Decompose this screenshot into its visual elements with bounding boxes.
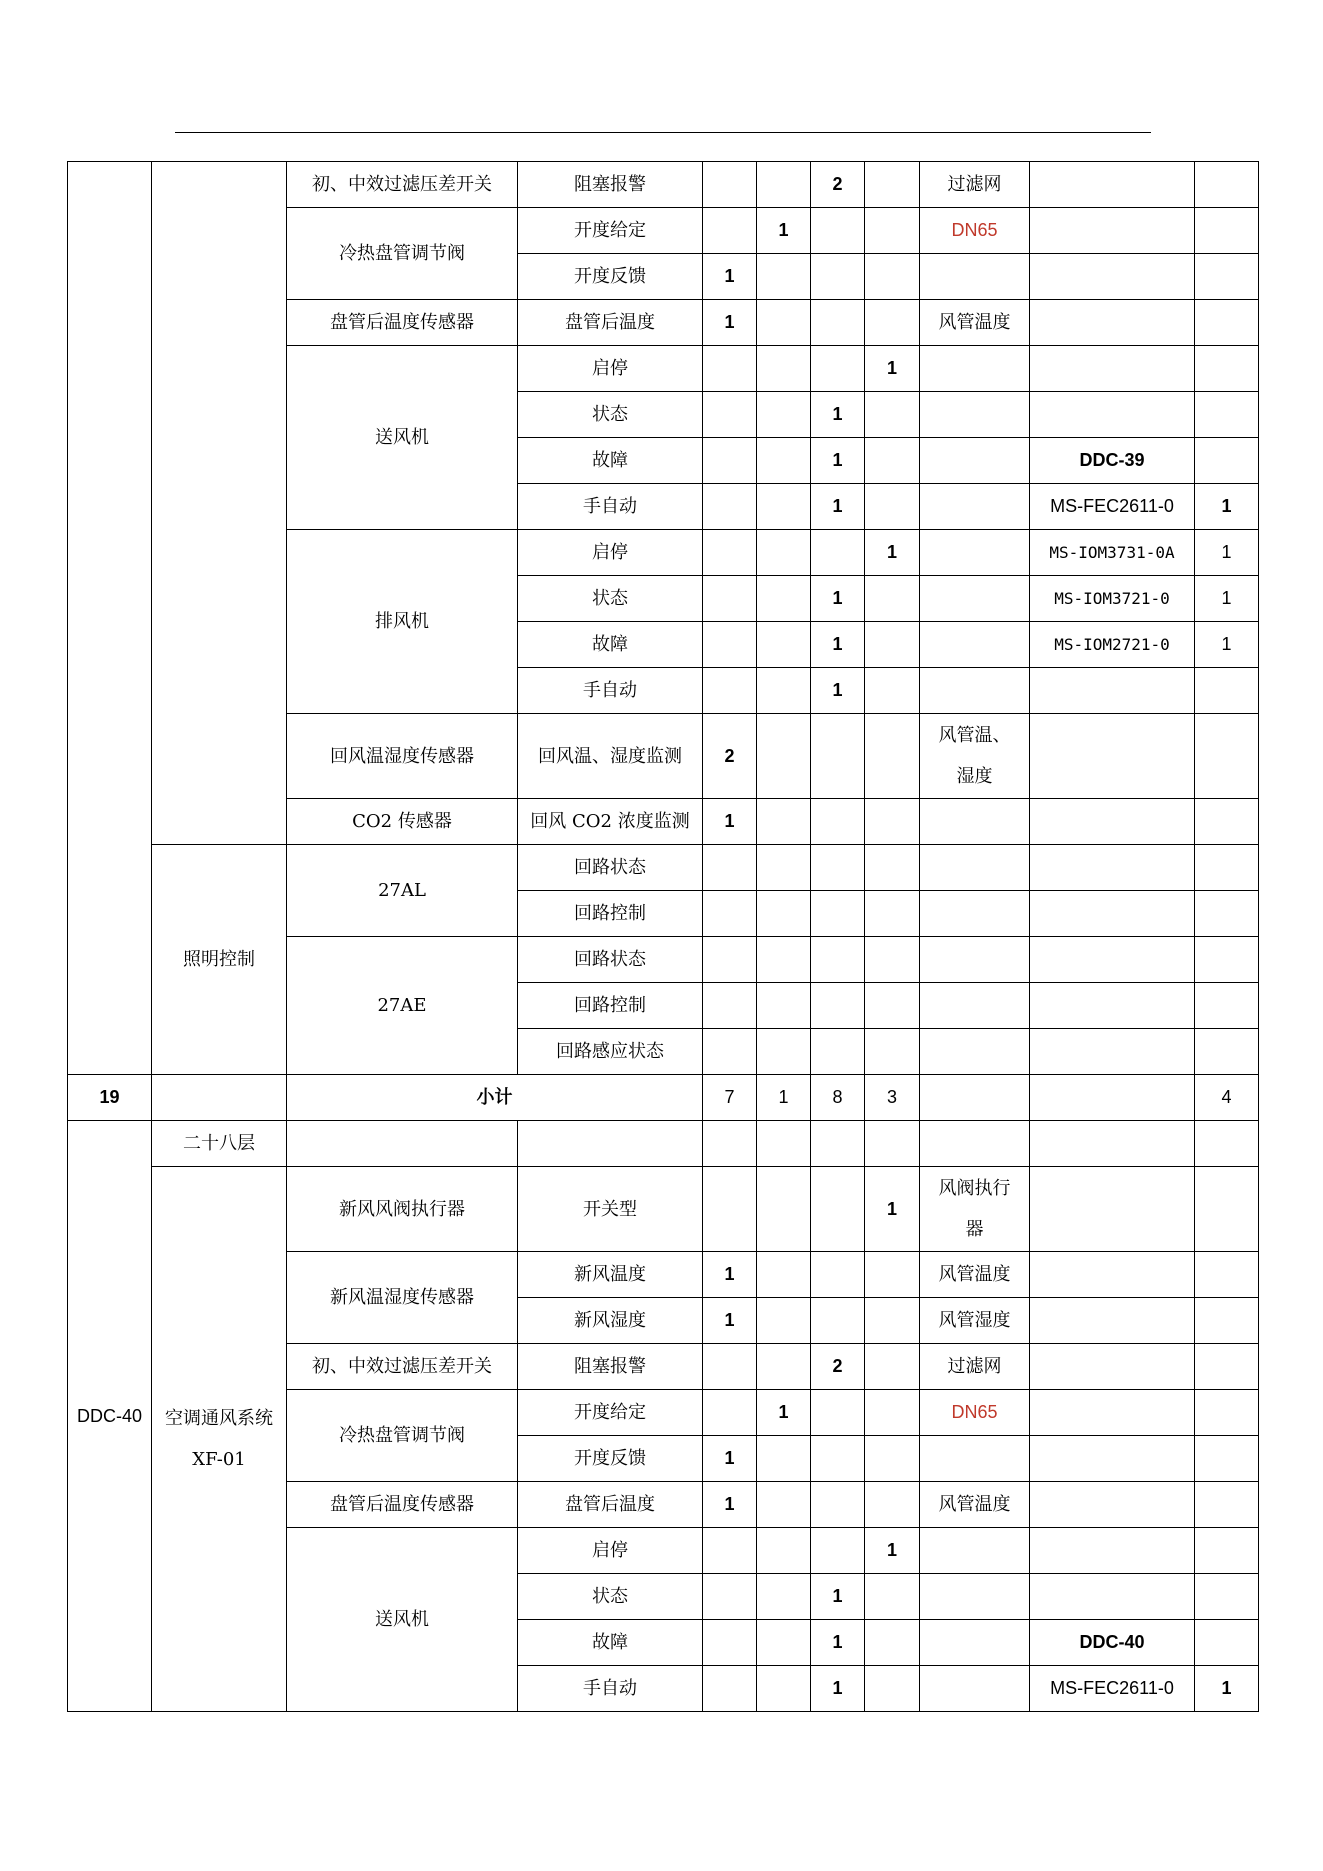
device-cell: 初、中效过滤压差开关 xyxy=(287,162,518,208)
qty-cell: 1 xyxy=(1195,530,1259,576)
point-cell: 开度反馈 xyxy=(518,254,703,300)
do-count: 1 xyxy=(865,1528,920,1574)
remark-cell: 风管温度 xyxy=(920,1252,1030,1298)
ai-count: 2 xyxy=(703,714,757,799)
controller-model: DDC-40 xyxy=(1030,1620,1195,1666)
table-row xyxy=(68,845,1259,891)
controller-cell: DDC-40 xyxy=(68,1121,152,1712)
system-cell-empty xyxy=(152,162,287,845)
di-count: 1 xyxy=(811,576,865,622)
do-count: 1 xyxy=(865,1167,920,1252)
controller-model: MS-FEC2611-0 xyxy=(1030,484,1195,530)
do-total: 3 xyxy=(865,1075,920,1121)
device-cell: 送风机 xyxy=(287,1528,518,1712)
device-cell: 冷热盘管调节阀 xyxy=(287,208,518,300)
remark-cell: 风管温度 xyxy=(920,300,1030,346)
device-cell: 27AE xyxy=(287,937,518,1075)
qty-cell: 1 xyxy=(1195,622,1259,668)
di-count: 1 xyxy=(811,1574,865,1620)
remark-cell: 过滤网 xyxy=(920,162,1030,208)
point-cell: 故障 xyxy=(518,622,703,668)
point-cell: 状态 xyxy=(518,576,703,622)
controller-model: MS-IOM3721-0 xyxy=(1030,576,1195,622)
di-count: 1 xyxy=(811,1620,865,1666)
point-cell: 阻塞报警 xyxy=(518,1344,703,1390)
device-cell: 排风机 xyxy=(287,530,518,714)
point-cell: 回风 CO2 浓度监测 xyxy=(518,799,703,845)
controller-model: DDC-39 xyxy=(1030,438,1195,484)
di-count: 1 xyxy=(811,622,865,668)
do-count: 1 xyxy=(865,530,920,576)
ai-count: 1 xyxy=(703,1436,757,1482)
table-row xyxy=(68,1167,1259,1252)
device-cell: 新风温湿度传感器 xyxy=(287,1252,518,1344)
di-count: 1 xyxy=(811,1666,865,1712)
controller-model: MS-IOM2721-0 xyxy=(1030,622,1195,668)
point-cell: 新风湿度 xyxy=(518,1298,703,1344)
device-cell: 新风风阀执行器 xyxy=(287,1167,518,1252)
system-cell: 空调通风系统 XF-01 xyxy=(152,1167,287,1712)
point-cell: 状态 xyxy=(518,1574,703,1620)
qty-cell: 1 xyxy=(1195,576,1259,622)
ai-count: 1 xyxy=(703,300,757,346)
controller-model: MS-IOM3731-0A xyxy=(1030,530,1195,576)
remark-cell: 风阀执行器 xyxy=(920,1167,1030,1252)
subtotal-label: 小计 xyxy=(287,1075,703,1121)
di-count: 1 xyxy=(811,668,865,714)
point-cell: 故障 xyxy=(518,1620,703,1666)
remark-cell: 风管温度 xyxy=(920,1482,1030,1528)
controller-model: MS-FEC2611-0 xyxy=(1030,1666,1195,1712)
io-points-table xyxy=(67,161,1259,1712)
point-cell: 回路控制 xyxy=(518,891,703,937)
ai-count: 1 xyxy=(703,1252,757,1298)
remark-cell: DN65 xyxy=(920,1390,1030,1436)
point-cell: 手自动 xyxy=(518,1666,703,1712)
point-cell: 回路状态 xyxy=(518,845,703,891)
qty-cell: 1 xyxy=(1195,1666,1259,1712)
point-cell: 开度给定 xyxy=(518,1390,703,1436)
di-count: 1 xyxy=(811,484,865,530)
remark-cell: DN65 xyxy=(920,208,1030,254)
di-total: 8 xyxy=(811,1075,865,1121)
subtotal-number: 19 xyxy=(68,1075,152,1121)
di-count: 2 xyxy=(811,162,865,208)
system-cell: 照明控制 xyxy=(152,845,287,1075)
device-cell: 初、中效过滤压差开关 xyxy=(287,1344,518,1390)
di-count: 1 xyxy=(811,392,865,438)
point-cell: 回路感应状态 xyxy=(518,1029,703,1075)
qty-total: 4 xyxy=(1195,1075,1259,1121)
point-cell: 新风温度 xyxy=(518,1252,703,1298)
point-cell: 开度给定 xyxy=(518,208,703,254)
point-cell: 阻塞报警 xyxy=(518,162,703,208)
remark-cell: 风管温、湿度 xyxy=(920,714,1030,799)
di-count: 1 xyxy=(811,438,865,484)
ao-count: 1 xyxy=(757,208,811,254)
point-cell: 状态 xyxy=(518,392,703,438)
ao-total: 1 xyxy=(757,1075,811,1121)
ai-count: 1 xyxy=(703,799,757,845)
point-cell: 开关型 xyxy=(518,1167,703,1252)
remark-cell: 风管湿度 xyxy=(920,1298,1030,1344)
floor-label: 二十八层 xyxy=(152,1121,287,1167)
point-cell: 启停 xyxy=(518,1528,703,1574)
point-cell: 手自动 xyxy=(518,668,703,714)
device-cell: 冷热盘管调节阀 xyxy=(287,1390,518,1482)
table-row xyxy=(68,1121,1259,1167)
device-cell: 送风机 xyxy=(287,346,518,530)
do-count: 1 xyxy=(865,346,920,392)
header-rule xyxy=(175,132,1151,133)
device-cell: CO2 传感器 xyxy=(287,799,518,845)
ai-count: 1 xyxy=(703,254,757,300)
device-cell: 27AL xyxy=(287,845,518,937)
point-cell: 启停 xyxy=(518,530,703,576)
di-count: 2 xyxy=(811,1344,865,1390)
ao-count: 1 xyxy=(757,1390,811,1436)
point-cell: 故障 xyxy=(518,438,703,484)
point-cell: 回路状态 xyxy=(518,937,703,983)
remark-cell: 过滤网 xyxy=(920,1344,1030,1390)
point-cell: 手自动 xyxy=(518,484,703,530)
qty-cell: 1 xyxy=(1195,484,1259,530)
point-cell: 回路控制 xyxy=(518,983,703,1029)
device-cell: 盘管后温度传感器 xyxy=(287,300,518,346)
table-row xyxy=(68,1075,1259,1121)
controller-cell-empty xyxy=(68,162,152,1075)
ai-total: 7 xyxy=(703,1075,757,1121)
point-cell: 盘管后温度 xyxy=(518,300,703,346)
point-cell: 回风温、湿度监测 xyxy=(518,714,703,799)
point-cell: 启停 xyxy=(518,346,703,392)
point-cell: 盘管后温度 xyxy=(518,1482,703,1528)
ai-count: 1 xyxy=(703,1482,757,1528)
point-cell: 开度反馈 xyxy=(518,1436,703,1482)
ai-count: 1 xyxy=(703,1298,757,1344)
device-cell: 盘管后温度传感器 xyxy=(287,1482,518,1528)
device-cell: 回风温湿度传感器 xyxy=(287,714,518,799)
table-row xyxy=(68,162,1259,208)
